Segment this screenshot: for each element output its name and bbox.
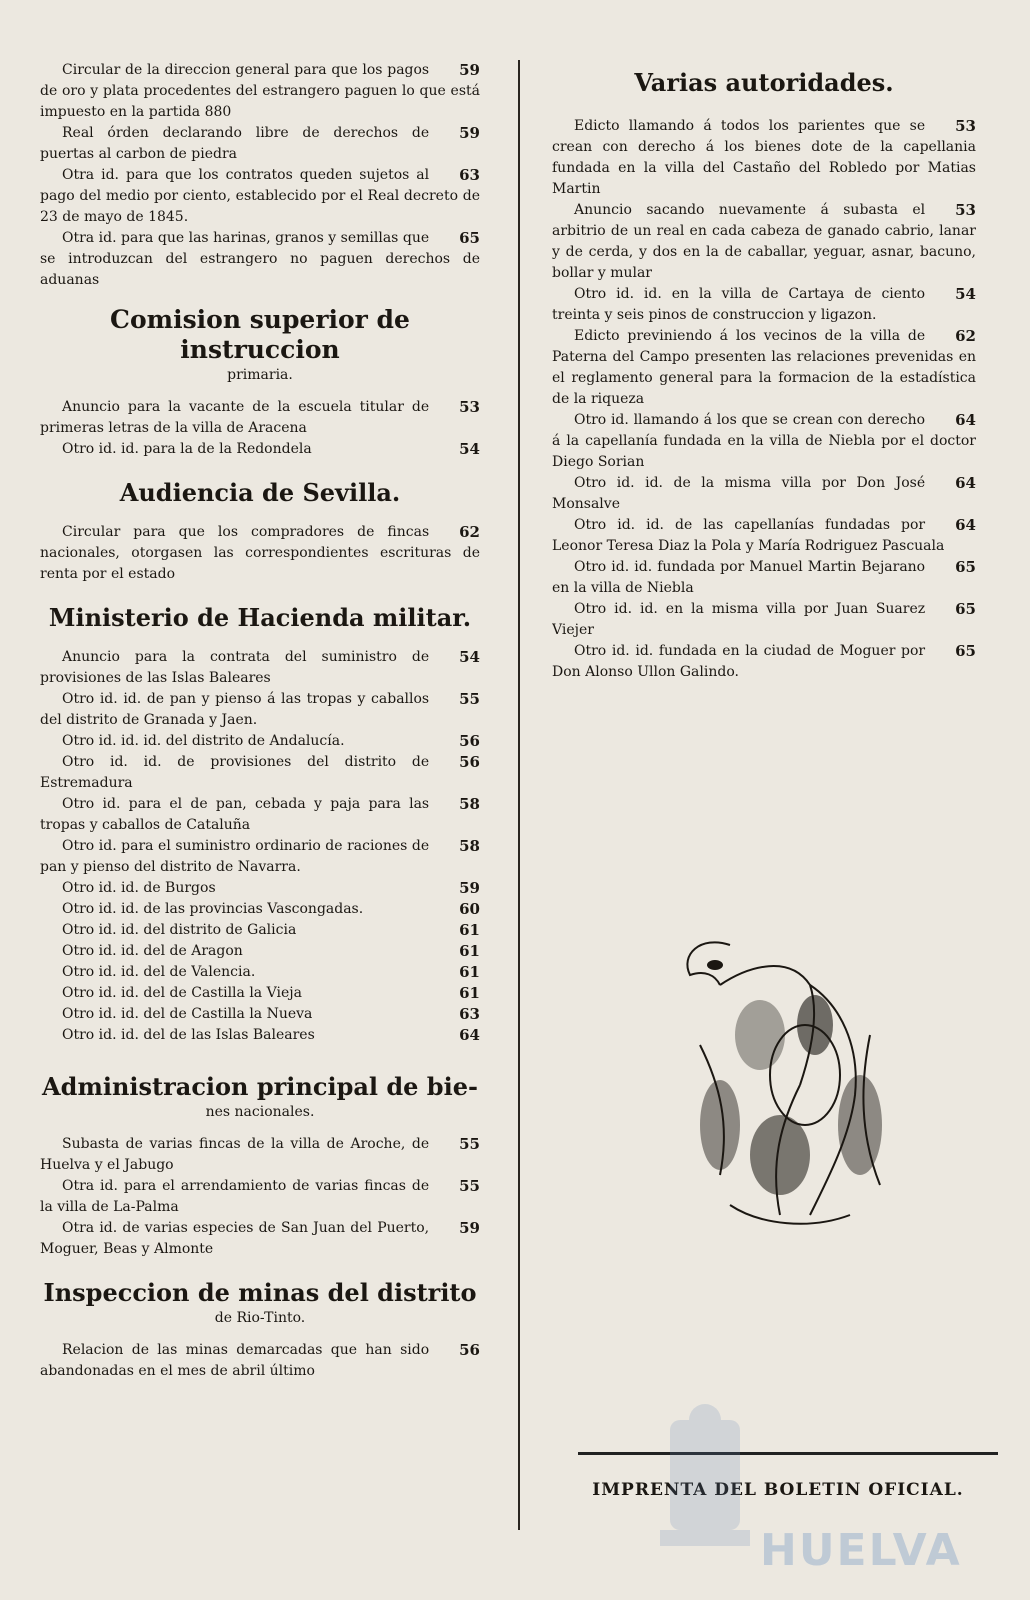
page-number: 55: [459, 1135, 480, 1153]
page-number: 58: [459, 795, 480, 813]
entry-text: Otro id. id. de la misma villa por Don José Monsalve: [552, 475, 926, 512]
page-number: 64: [459, 1026, 480, 1044]
section-title-inspeccion: Inspeccion de minas del distrito: [43, 1278, 477, 1307]
entry-text: Otro id. id. del distrito de Galicia: [62, 922, 297, 938]
entry-text: Circular para que los compradores de fincas nacionales, otorgasen las correspondientes escrituras de renta por el estado: [40, 524, 480, 582]
entry-text: Otro id. id. para la de la Redondela: [62, 441, 312, 457]
entry-text: Otro id. id. de provisiones del distrito de Estremadura: [40, 754, 430, 791]
section-entries-hacienda: [40, 647, 480, 1046]
hacienda-entry: [40, 731, 480, 752]
entry-text: Edicto llamando á todos los parientes que se crean con derecho á los bienes dote de la capellania fundada en la villa del Castaño del Robledo por Matias Martin: [552, 118, 976, 197]
entry-text: Otra id. para que las harinas, granos y semillas que se introduzcan del estrangero no paguen derechos de aduanas: [40, 230, 480, 288]
column-divider: [518, 60, 520, 1530]
section-title-varias: Varias autoridades.: [634, 68, 894, 97]
hacienda-entry: [40, 1004, 480, 1025]
section-entries-comision: [40, 397, 480, 460]
entry-text: Anuncio para la vacante de la escuela titular de primeras letras de la villa de Aracena: [40, 399, 430, 436]
varias-entry: [552, 599, 976, 641]
entry-text: Otro id. para el suministro ordinario de raciones de pan y pienso del distrito de Navarra.: [40, 838, 430, 875]
section-entries-varias: [552, 116, 976, 683]
page-number: 65: [459, 229, 480, 247]
page-number: 54: [459, 440, 480, 458]
page-number: 56: [459, 753, 480, 771]
hacienda-entry: [40, 920, 480, 941]
entry-text: Otro id. para el de pan, cebada y paja para las tropas y caballos de Cataluña: [40, 796, 430, 833]
section-subtitle-comision: primaria.: [227, 367, 293, 383]
page-number: 59: [459, 61, 480, 79]
intro-entries: [40, 60, 480, 291]
page-number: 64: [955, 474, 976, 492]
varias-entry: [552, 116, 976, 200]
hacienda-entry: [40, 794, 480, 836]
comision-entry: [40, 439, 480, 460]
watermark-text: HUELVA: [760, 1525, 962, 1576]
right-column: [552, 60, 976, 683]
hacienda-entry: [40, 752, 480, 794]
hacienda-entry: [40, 983, 480, 1004]
section-title-comision: Comision superior de instruccion: [110, 305, 410, 364]
section-entries-administracion: [40, 1134, 480, 1260]
inspeccion-entry: [40, 1340, 480, 1382]
page-number: 61: [459, 984, 480, 1002]
page-number: 64: [955, 411, 976, 429]
imprint-text: IMPRENTA DEL BOLETIN OFICIAL.: [592, 1480, 964, 1500]
page-number: 59: [459, 124, 480, 142]
section-subtitle-inspeccion: de Rio-Tinto.: [214, 1310, 306, 1326]
page-number: 60: [459, 900, 480, 918]
page-number: 53: [955, 201, 976, 219]
page-number: 59: [459, 1219, 480, 1237]
page-number: 55: [459, 690, 480, 708]
hacienda-entry: [40, 647, 480, 689]
eagle-emblem-illustration: [660, 925, 910, 1240]
varias-entry: [552, 200, 976, 284]
hacienda-entry: [40, 836, 480, 878]
entry-text: Otro id. id. de pan y pienso á las tropas y caballos del distrito de Granada y Jaen.: [40, 691, 430, 728]
entry-text: Otro id. id. del de Castilla la Vieja: [62, 985, 302, 1001]
entry-text: Otro id. llamando á los que se crean con derecho á la capellanía fundada en la villa de Niebla por el doctor Diego Sorian: [552, 412, 976, 470]
entry-text: Otro id. id. del de Valencia.: [62, 964, 256, 980]
entry-text: Otro id. id. fundada en la ciudad de Moguer por Don Alonso Ullon Galindo.: [552, 643, 926, 680]
entry-text: Anuncio sacando nuevamente á subasta el arbitrio de un real en cada cabeza de ganado cabrio, lanar y de cerda, y dos en la de caballar, yeguar, asnar, bacuno, bollar y mular: [552, 202, 976, 281]
page-number: 59: [459, 879, 480, 897]
entry-text: Edicto previniendo á los vecinos de la villa de Paterna del Campo presenten las relaciones prevenidas en el reglamento general para la formacion de la estadística de la riqueza: [552, 328, 976, 407]
page-number: 54: [459, 648, 480, 666]
entry-text: Subasta de varias fincas de la villa de Aroche, de Huelva y el Jabugo: [40, 1136, 430, 1173]
page-number: 53: [955, 117, 976, 135]
administracion-entry: [40, 1176, 480, 1218]
entry-text: Otro id. id. en la misma villa por Juan Suarez Viejer: [552, 601, 926, 638]
intro-entry: [40, 123, 480, 165]
page-number: 62: [459, 523, 480, 541]
page-number: 61: [459, 921, 480, 939]
page-number: 58: [459, 837, 480, 855]
entry-text: Otra id. para el arrendamiento de varias fincas de la villa de La-Palma: [40, 1178, 430, 1215]
varias-entry: [552, 326, 976, 410]
intro-entry: [40, 165, 480, 228]
entry-text: Otra id. para que los contratos queden sujetos al pago del medio por ciento, establecido por el Real decreto de 23 de mayo de 1845.: [40, 167, 480, 225]
page-number: 63: [459, 1005, 480, 1023]
entry-text: Otro id. id. en la villa de Cartaya de ciento treinta y seis pinos de construccion y ligazon.: [552, 286, 926, 323]
entry-text: Otro id. id. de Burgos: [62, 880, 216, 896]
section-title-hacienda: Ministerio de Hacienda militar.: [48, 603, 472, 632]
varias-entry: [552, 641, 976, 683]
section-entries-inspeccion: [40, 1340, 480, 1382]
page-number: 62: [955, 327, 976, 345]
administracion-entry: [40, 1218, 480, 1260]
entry-text: Real órden declarando libre de derechos de puertas al carbon de piedra: [40, 125, 430, 162]
entry-text: Otro id. id. de las provincias Vascongadas.: [62, 901, 364, 917]
entry-text: Otro id. id. de las capellanías fundadas por Leonor Teresa Diaz la Pola y María Rodriguez Pascuala: [552, 517, 945, 554]
page-number: 56: [459, 1341, 480, 1359]
entry-text: Otro id. id. del de Castilla la Nueva: [62, 1006, 313, 1022]
page-number: 65: [955, 558, 976, 576]
page-number: 65: [955, 642, 976, 660]
entry-text: Anuncio para la contrata del suministro de provisiones de las Islas Baleares: [40, 649, 430, 686]
page-number: 64: [955, 516, 976, 534]
section-title-audiencia: Audiencia de Sevilla.: [119, 478, 401, 507]
hacienda-entry: [40, 1025, 480, 1046]
page-number: 65: [955, 600, 976, 618]
page-number: 53: [459, 398, 480, 416]
varias-entry: [552, 410, 976, 473]
entry-text: Otro id. id. del de Aragon: [62, 943, 243, 959]
varias-entry: [552, 473, 976, 515]
entry-text: Otro id. id. fundada por Manuel Martin Bejarano en la villa de Niebla: [552, 559, 926, 596]
entry-text: Otro id. id. del de las Islas Baleares: [62, 1027, 315, 1043]
entry-text: Relacion de las minas demarcadas que han sido abandonadas en el mes de abril último: [40, 1342, 430, 1379]
page-number: 55: [459, 1177, 480, 1195]
intro-entry: [40, 60, 480, 123]
section-subtitle-administracion: nes nacionales.: [205, 1104, 315, 1120]
hacienda-entry: [40, 899, 480, 920]
varias-entry: [552, 557, 976, 599]
page-number: 61: [459, 942, 480, 960]
comision-entry: [40, 397, 480, 439]
hacienda-entry: [40, 689, 480, 731]
intro-entry: [40, 228, 480, 291]
left-column: [40, 60, 480, 1382]
section-entries-audiencia: [40, 522, 480, 585]
page-number: 61: [459, 963, 480, 981]
administracion-entry: [40, 1134, 480, 1176]
entry-text: Otra id. de varias especies de San Juan del Puerto, Moguer, Beas y Almonte: [40, 1220, 430, 1257]
page-number: 63: [459, 166, 480, 184]
hacienda-entry: [40, 962, 480, 983]
audiencia-entry: [40, 522, 480, 585]
entry-text: Otro id. id. id. del distrito de Andalucía.: [62, 733, 345, 749]
varias-entry: [552, 515, 976, 557]
entry-text: Circular de la direccion general para que los pagos de oro y plata procedentes del estrangero paguen lo que está impuesto en la partida 880: [40, 62, 480, 120]
varias-entry: [552, 284, 976, 326]
page-number: 54: [955, 285, 976, 303]
hacienda-entry: [40, 941, 480, 962]
section-title-administracion: Administracion principal de bie-: [42, 1072, 478, 1101]
page-number: 56: [459, 732, 480, 750]
hacienda-entry: [40, 878, 480, 899]
